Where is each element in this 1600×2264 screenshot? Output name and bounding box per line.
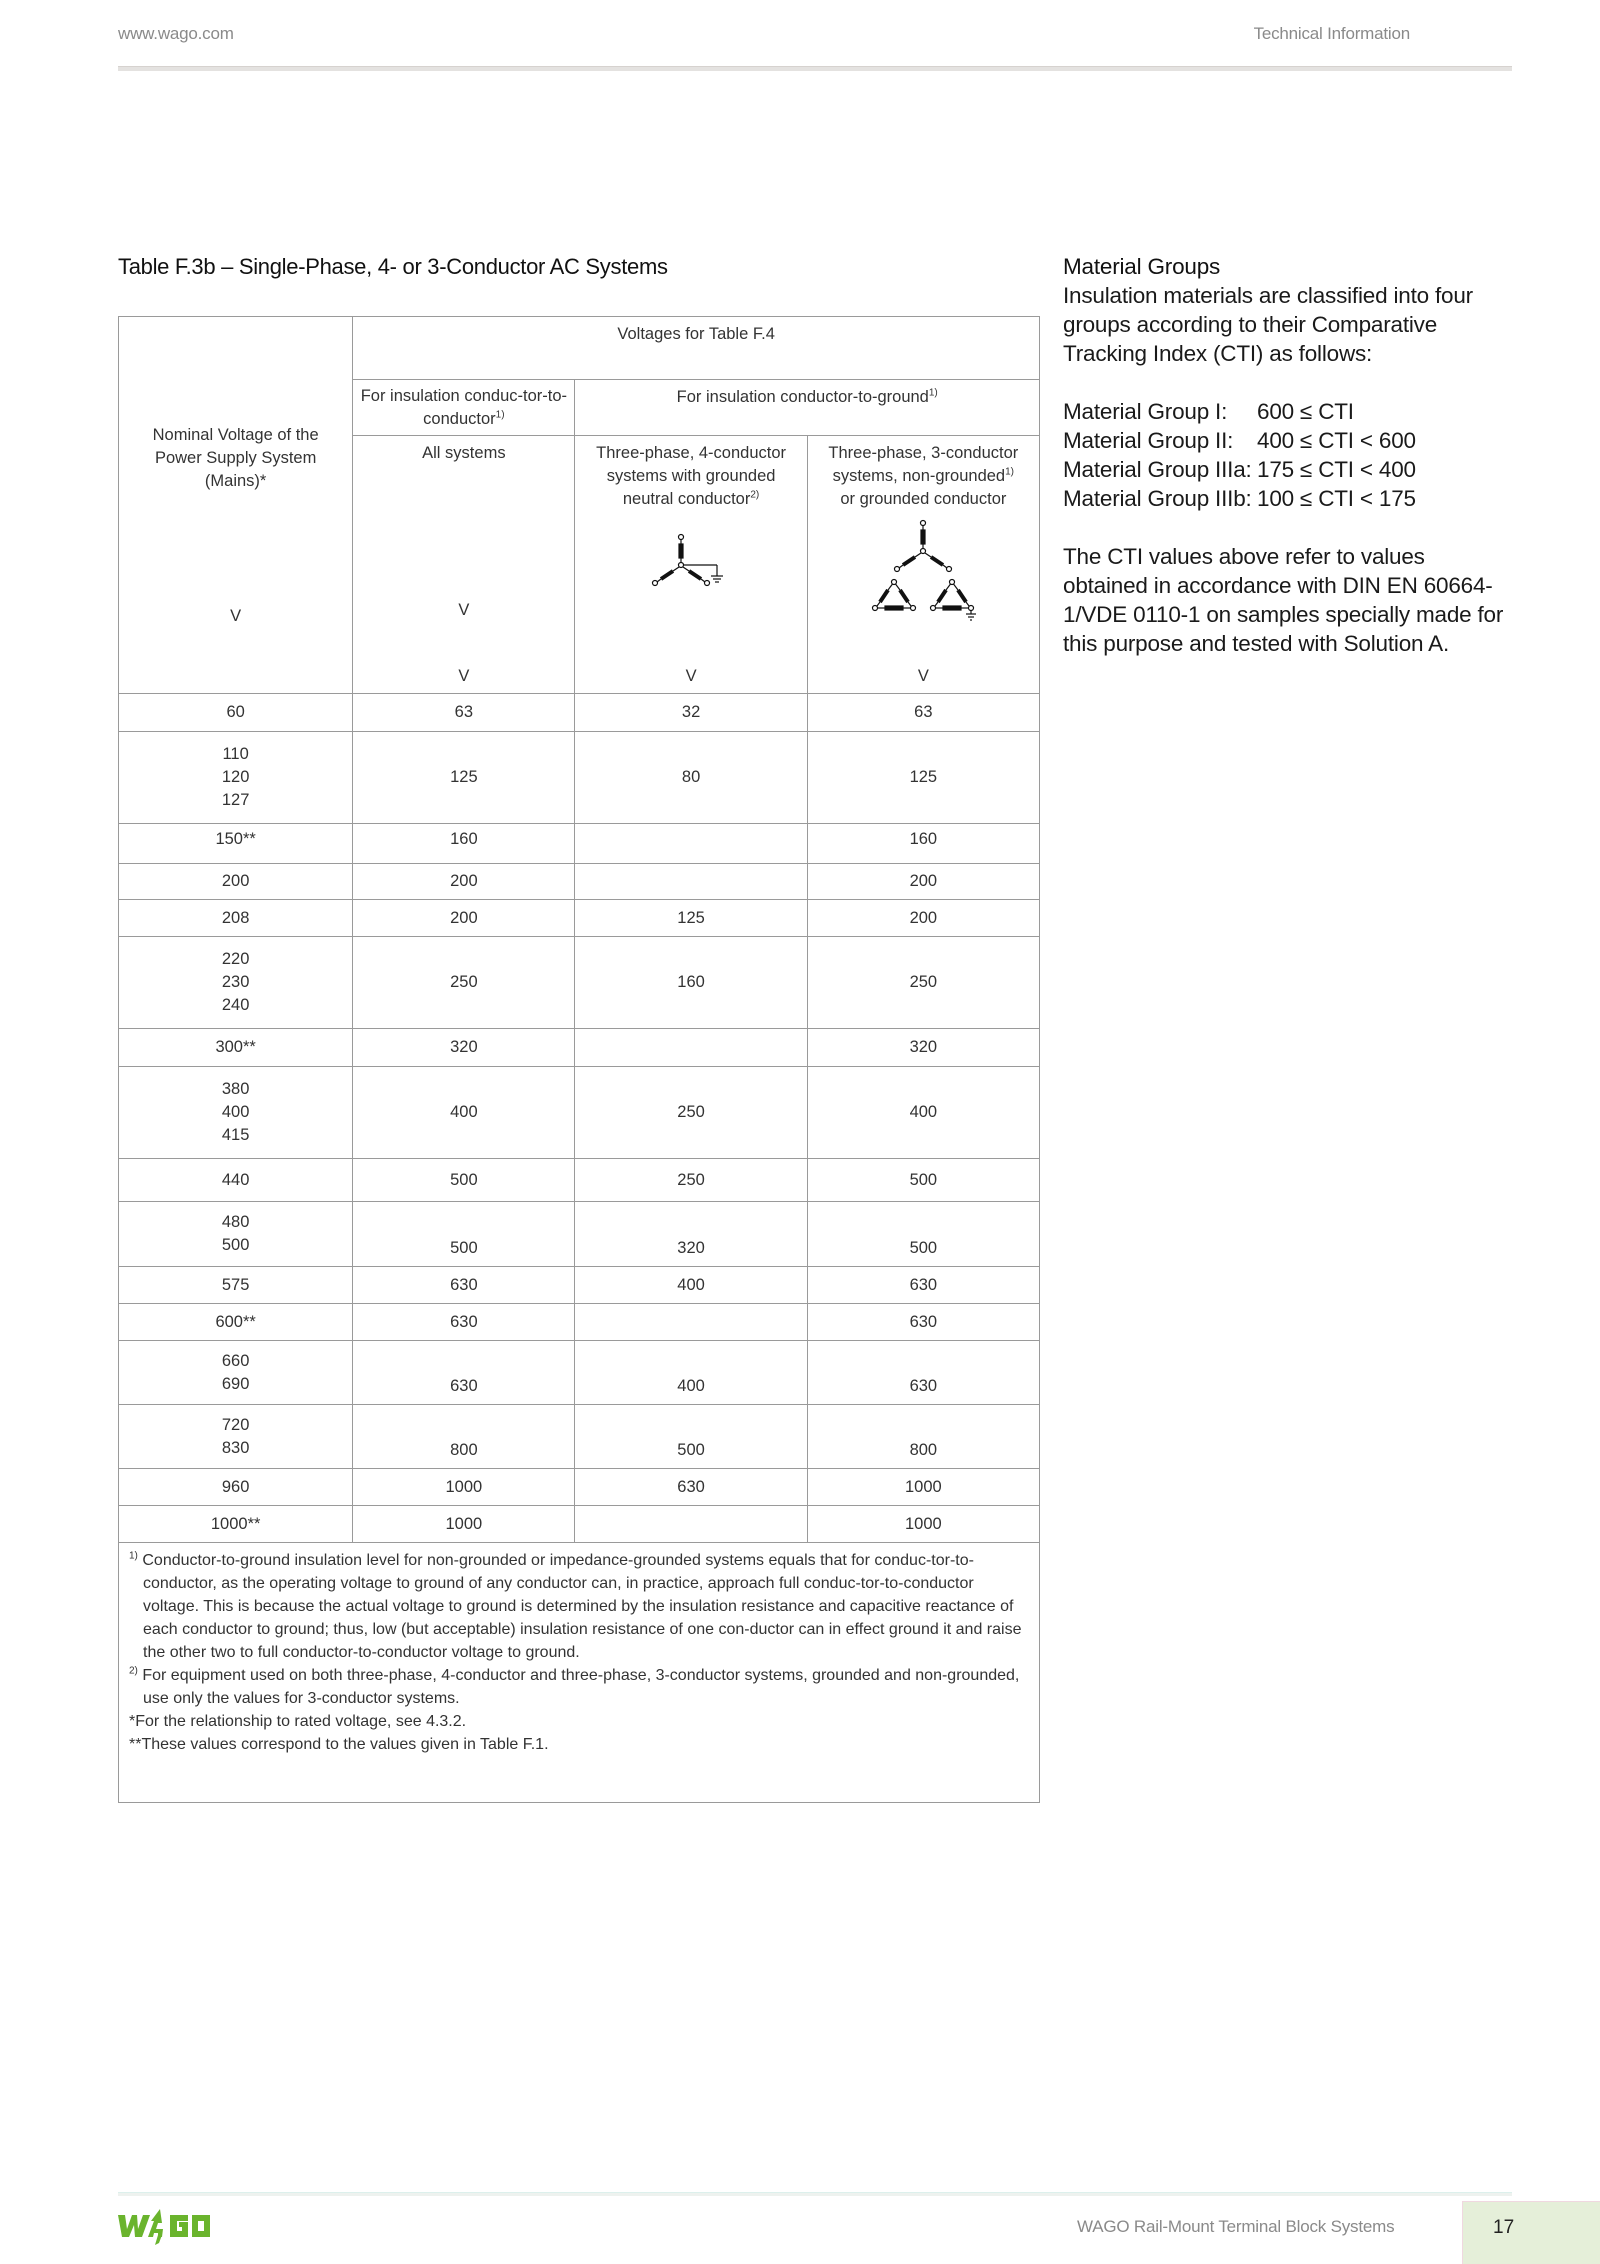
c2g-4-cell: 125 — [575, 900, 807, 937]
unit-label: V — [685, 667, 697, 685]
c2c-cell: 125 — [353, 732, 575, 824]
c2g-3-cell: 400 — [807, 1067, 1039, 1159]
c2g-4-cell: 250 — [575, 1067, 807, 1159]
table-row — [119, 824, 1040, 864]
nominal-voltage-cell — [119, 1506, 353, 1543]
c2c-cell: 630 — [353, 1341, 575, 1405]
material-group-row — [1063, 426, 1513, 455]
value: 720 — [221, 1415, 250, 1434]
group-range: 175 ≤ CTI < 400 — [1257, 457, 1416, 482]
header-three-phase-4-conductor — [575, 436, 807, 694]
value: 1000** — [210, 1514, 261, 1533]
c2g-4-cell — [575, 1506, 807, 1543]
table-row — [119, 1405, 1040, 1469]
publication-title: WAGO Rail-Mount Terminal Block Systems — [1077, 2217, 1395, 2236]
c2g-3-cell: 320 — [807, 1029, 1039, 1067]
table-row — [119, 1067, 1040, 1159]
table-row — [119, 1267, 1040, 1304]
voltages-for-label: Voltages for Table F.4 — [617, 325, 775, 343]
unit-label: V — [230, 607, 242, 625]
page-number: 17 — [1493, 2217, 1515, 2238]
table-row — [119, 1506, 1040, 1543]
c2c-cell: 800 — [353, 1405, 575, 1469]
c2g-3-cell: 500 — [807, 1159, 1039, 1202]
group-label: Material Group I: — [1063, 399, 1228, 424]
c2g-4-cell: 400 — [575, 1341, 807, 1405]
group-range: 600 ≤ CTI — [1257, 399, 1354, 424]
footnote-2 — [129, 1664, 1029, 1710]
value: 400 — [221, 1103, 250, 1121]
group-label: Material Group IIIa: — [1063, 457, 1252, 482]
value: 440 — [221, 1170, 250, 1189]
header-nominal-voltage — [119, 317, 353, 694]
c2g-3-cell: 200 — [807, 864, 1039, 900]
c2g-4-cell: 320 — [575, 1202, 807, 1267]
value: 830 — [221, 1438, 250, 1457]
footer-divider — [118, 2192, 1512, 2196]
cti-note: The CTI values above refer to values obtained in accordance with DIN EN 60664-1/VDE 0110-1 on samples specially made for this purpose and tested with Solution A. — [1063, 544, 1504, 656]
value: 220 — [221, 950, 250, 968]
footnote-text: For equipment used on both three-phase, 4-conductor and three-phase, 3-conductor systems, grounded and non-grounded, use only the values for 3-conductor systems. — [142, 1667, 1020, 1707]
nominal-voltage-cell — [119, 1469, 353, 1506]
c2c-cell: 63 — [353, 694, 575, 732]
three-phase-3-label-cont: or grounded conductor — [840, 490, 1007, 508]
c2c-cell: 160 — [353, 824, 575, 864]
c2c-label: For insulation conduc-tor-to-conductor — [360, 386, 568, 428]
c2g-4-cell — [575, 864, 807, 900]
footnote-1 — [129, 1549, 1029, 1664]
footnote-text: Conductor-to-ground insulation level for non-grounded or impedance-grounded systems equals that for conduc-tor-to-conductor, as the operating voltage to ground of any conductor can, in practice, approach full conduc-tor-to-conductor voltage. This is because the actual voltage to ground is determined by the insulation resistance and capacitive reactance of each conductor to ground; thus, low (but acceptable) insulation resistance of one con-ductor can in effect ground it and raise the other two to full conductor-to-conductor voltage to ground. — [142, 1552, 1022, 1661]
group-range: 400 ≤ CTI < 600 — [1257, 428, 1416, 453]
value: 600** — [215, 1312, 256, 1331]
table-row — [119, 732, 1040, 824]
page-number-box — [1462, 2201, 1600, 2264]
value: 300** — [215, 1038, 256, 1056]
nominal-voltage-cell — [119, 900, 353, 937]
nominal-voltage-label: Nominal Voltage of the Power Supply System (Mains)* — [152, 426, 319, 490]
header-divider — [118, 66, 1512, 71]
value: 200 — [221, 872, 250, 890]
header-conductor-to-ground — [575, 380, 1040, 436]
unit-label: V — [458, 667, 470, 685]
c2g-3-cell: 250 — [807, 937, 1039, 1029]
table-row — [119, 1304, 1040, 1341]
footnote-double-star: **These values correspond to the values given in Table F.1. — [129, 1736, 549, 1753]
value: 240 — [221, 996, 250, 1014]
three-phase-3-label: Three-phase, 3-conductor systems, non-grounded — [828, 444, 1019, 485]
c2g-3-cell: 500 — [807, 1202, 1039, 1267]
c2c-cell: 200 — [353, 900, 575, 937]
c2c-cell: 200 — [353, 864, 575, 900]
value: 110 — [222, 745, 249, 763]
table-row — [119, 1029, 1040, 1067]
c2g-3-cell: 63 — [807, 694, 1039, 732]
website-url: www.wago.com — [118, 24, 234, 43]
value: 480 — [221, 1213, 250, 1231]
header-voltages-for-table — [353, 317, 1040, 380]
value: 208 — [221, 908, 250, 927]
nominal-voltage-cell — [119, 1029, 353, 1067]
unit-label: V — [917, 667, 929, 685]
c2g-4-cell — [575, 1029, 807, 1067]
value: 500 — [221, 1236, 250, 1254]
value: 230 — [221, 973, 250, 991]
footnote-ref: 1) — [495, 409, 505, 420]
footnotes-cell — [119, 1543, 1040, 1803]
nominal-voltage-cell — [119, 1341, 353, 1405]
table-title: Table F.3b – Single-Phase, 4- or 3-Conductor AC Systems — [118, 254, 668, 279]
table-row — [119, 937, 1040, 1029]
nominal-voltage-cell — [119, 864, 353, 900]
c2g-4-cell: 250 — [575, 1159, 807, 1202]
material-groups-section — [1063, 252, 1513, 658]
c2g-4-cell — [575, 1304, 807, 1341]
nominal-voltage-cell — [119, 824, 353, 864]
group-label: Material Group II: — [1063, 428, 1234, 453]
footnote-mark: 1) — [129, 1550, 138, 1562]
table-row — [119, 694, 1040, 732]
nominal-voltage-cell — [119, 1267, 353, 1304]
table-row — [119, 864, 1040, 900]
table-footnotes — [119, 1543, 1040, 1803]
header-three-phase-3-conductor — [807, 436, 1039, 694]
voltage-table — [118, 316, 1040, 1803]
star-delta-diagram-icon — [868, 518, 978, 629]
footnote-mark: 2) — [129, 1665, 138, 1677]
header-conductor-to-conductor — [353, 380, 575, 436]
nominal-voltage-cell — [119, 937, 353, 1029]
c2c-cell: 250 — [353, 937, 575, 1029]
table-row — [119, 1159, 1040, 1202]
unit-label: V — [458, 600, 470, 619]
group-label: Material Group IIIb: — [1063, 486, 1252, 511]
wago-logo-icon — [118, 2207, 230, 2250]
value: 960 — [221, 1477, 250, 1496]
material-groups-intro: Insulation materials are classified into four groups according to their Comparative Tracking Index (CTI) as follows: — [1063, 283, 1473, 366]
c2g-4-cell: 630 — [575, 1469, 807, 1506]
c2c-cell: 500 — [353, 1202, 575, 1267]
value: 60 — [226, 703, 245, 721]
value: 150** — [215, 830, 256, 848]
table-row — [119, 1341, 1040, 1405]
c2g-4-cell: 32 — [575, 694, 807, 732]
c2g-4-cell — [575, 824, 807, 864]
c2g-3-cell: 160 — [807, 824, 1039, 864]
nominal-voltage-cell — [119, 1202, 353, 1267]
footnote-star: *For the relationship to rated voltage, see 4.3.2. — [129, 1713, 467, 1730]
value: 575 — [221, 1275, 250, 1294]
material-group-row — [1063, 484, 1513, 513]
nominal-voltage-cell — [119, 732, 353, 824]
c2g-label: For insulation conductor-to-ground — [676, 388, 929, 406]
c2g-3-cell: 800 — [807, 1405, 1039, 1469]
c2c-cell: 500 — [353, 1159, 575, 1202]
c2c-cell: 1000 — [353, 1506, 575, 1543]
c2c-cell: 630 — [353, 1267, 575, 1304]
c2g-3-cell: 630 — [807, 1304, 1039, 1341]
value: 415 — [221, 1126, 250, 1144]
value: 127 — [221, 791, 250, 809]
value: 380 — [221, 1080, 250, 1098]
header-all-systems — [353, 436, 575, 694]
c2g-3-cell: 630 — [807, 1267, 1039, 1304]
footnote-ref: 2) — [750, 489, 760, 501]
star-grounded-neutral-diagram-icon — [651, 532, 731, 601]
nominal-voltage-cell — [119, 1159, 353, 1202]
c2g-3-cell: 630 — [807, 1341, 1039, 1405]
c2g-4-cell: 160 — [575, 937, 807, 1029]
value: 120 — [221, 768, 250, 786]
table-row — [119, 1469, 1040, 1506]
c2g-4-cell: 80 — [575, 732, 807, 824]
footnote-ref: 1) — [1005, 466, 1015, 478]
c2g-3-cell: 1000 — [807, 1506, 1039, 1543]
value: 690 — [221, 1374, 250, 1393]
nominal-voltage-cell — [119, 694, 353, 732]
material-group-row — [1063, 455, 1513, 484]
c2g-4-cell: 500 — [575, 1405, 807, 1469]
c2c-cell: 630 — [353, 1304, 575, 1341]
all-systems-label: All systems — [422, 444, 506, 462]
value: 660 — [221, 1351, 250, 1370]
c2c-cell: 400 — [353, 1067, 575, 1159]
three-phase-4-label: Three-phase, 4-conductor systems with grounded neutral conductor — [596, 444, 786, 508]
c2c-cell: 320 — [353, 1029, 575, 1067]
nominal-voltage-cell — [119, 1405, 353, 1469]
nominal-voltage-cell — [119, 1304, 353, 1341]
footnote-ref: 1) — [928, 387, 938, 399]
c2c-cell: 1000 — [353, 1469, 575, 1506]
c2g-4-cell: 400 — [575, 1267, 807, 1304]
c2g-3-cell: 200 — [807, 900, 1039, 937]
material-group-row — [1063, 397, 1513, 426]
table-row — [119, 900, 1040, 937]
c2g-3-cell: 1000 — [807, 1469, 1039, 1506]
table-row — [119, 1202, 1040, 1267]
group-range: 100 ≤ CTI < 175 — [1257, 486, 1416, 511]
section-title: Technical Information — [1253, 24, 1410, 43]
material-groups-title: Material Groups — [1063, 254, 1221, 279]
nominal-voltage-cell — [119, 1067, 353, 1159]
c2g-3-cell: 125 — [807, 732, 1039, 824]
